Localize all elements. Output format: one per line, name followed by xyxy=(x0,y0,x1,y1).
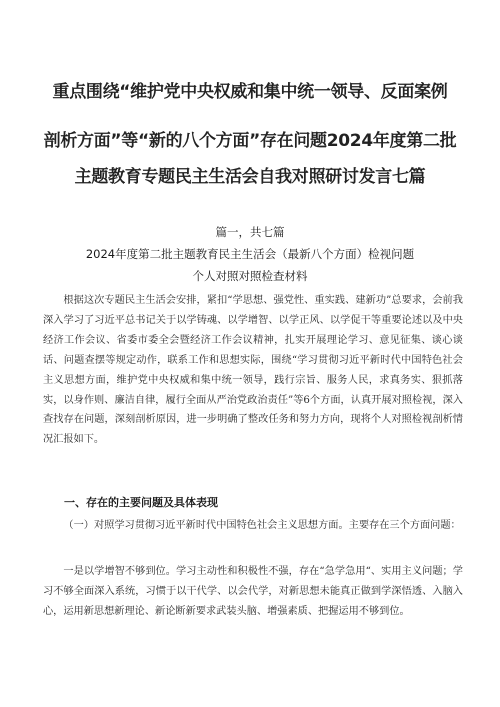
doc-title-line-3: 主题教育专题民主生活会自我对照研讨发言七篇 xyxy=(74,167,426,187)
doc-title-line-2: 剖析方面”等“新的八个方面”存在问题2024年度第二批 xyxy=(43,131,457,151)
intro-paragraph: 根据这次专题民主生活会安排，紧扣“学思想、强党性、重实践、建新功”总要求，会前我深入学习了习近平总书记关于以学铸魂、以学增智、以学正风、以学促干等重要论述以及中央经济工作会议、省委市委全会暨经济工作会议精神，扎实开展理论学习、意见征集、谈心谈话、问题查摆等规定动作，联系工作和思想实际，围绕“学习贯彻习近平新时代中国特色社会主义思想方面，维护党中央权威和集中统一领导，践行宗旨、服务人民，求真务实、狠抓落实，以身作则、廉洁自律，履行全面从严治党政治责任”等6个方面，认真开展对照检视，深入查找存在问题，深刻剖析原因，进一步明确了整改任务和努力方向，现将个人对照检视剖析情况汇报如下。 xyxy=(43,295,463,446)
subsection-paragraph-1: （一）对照学习贯彻习近平新时代中国特色社会主义思想方面。主要存在三个方面问题： xyxy=(63,520,461,531)
doc-title-line-1: 重点围绕“维护党中央权威和集中统一领导、反面案例 xyxy=(52,82,448,102)
section-heading-1: 一、存在的主要问题及具体表现 xyxy=(64,496,218,509)
part-label: 篇一，共七篇 xyxy=(215,225,285,239)
problem-paragraph-1: 一是以学增智不够到位。学习主动性和积极性不强，存在“急学急用“、实用主义问题；学习不够全面深入系统，习惯于以干代学、以会代学，对新思想未能真正做到学深悟透、入脑入心，运用新思想新理论、新论断新要求武装头脑、增强素质、把握运用不够到位。 xyxy=(43,566,463,617)
section-subtitle-1: 2024年度第二批主题教育民主生活会（最新八个方面）检视问题 xyxy=(85,247,415,261)
section-subtitle-2: 个人对照对照检查材料 xyxy=(192,269,308,283)
